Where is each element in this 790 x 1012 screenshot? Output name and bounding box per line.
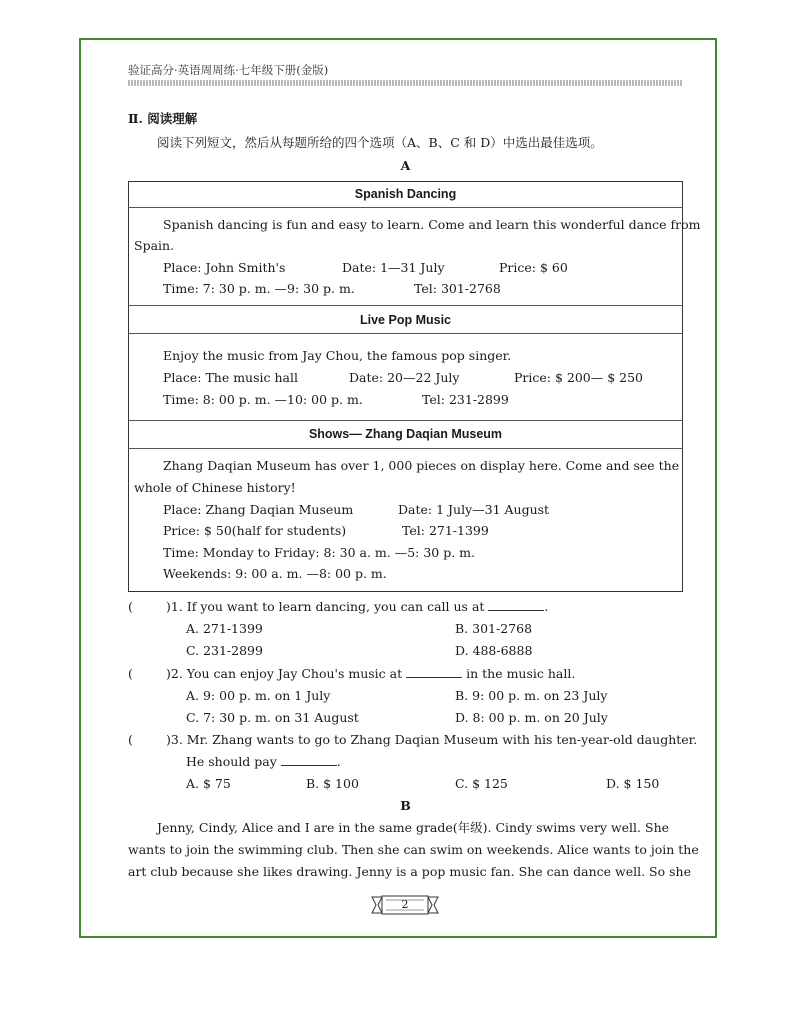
ad1-time: Time: 7: 30 p. m. —9: 30 p. m. — [163, 281, 355, 296]
option-d[interactable]: D. 8: 00 p. m. on 20 July — [455, 710, 608, 725]
page-number: 2 — [401, 898, 409, 911]
answer-paren: ( — [128, 732, 133, 747]
ad-live-pop-music-title: Live Pop Music — [360, 313, 451, 327]
answer-blank[interactable] — [488, 600, 544, 611]
ad-museum-title: Shows— Zhang Daqian Museum — [308, 427, 503, 441]
ad3-price: Price: $ 50(half for students) — [163, 523, 347, 538]
ad1-date: Date: 1—31 July — [342, 260, 445, 275]
ad1-price: Price: $ 60 — [499, 260, 568, 275]
section-instruction: 阅读下列短文，然后从每题所给的四个选项（A、B、C 和 D）中选出最佳选项。 — [157, 135, 603, 150]
option-c[interactable]: C. 7: 30 p. m. on 31 August — [186, 710, 359, 725]
ad1-tel: Tel: 301-2768 — [414, 281, 501, 296]
ad2-tel: Tel: 231-2899 — [422, 392, 509, 407]
ad2-price: Price: $ 200— $ 250 — [514, 370, 644, 385]
passage-b-line3: art club because she likes drawing. Jenny is a pop music fan. She can dance well. So she — [128, 864, 691, 879]
ad3-place: Place: Zhang Daqian Museum — [163, 502, 354, 517]
ad3-tel: Tel: 271-1399 — [402, 523, 489, 538]
passage-a-label: A — [400, 158, 411, 173]
passage-b-line1: Jenny, Cindy, Alice and I are in the same grade(年级). Cindy swims very well. She — [157, 820, 670, 835]
answer-paren: ( — [128, 599, 133, 614]
question-text-line2: He should pay — [186, 754, 277, 769]
option-c[interactable]: C. $ 125 — [455, 776, 508, 791]
ad3-time: Time: Monday to Friday: 8: 30 a. m. —5: 30 p. m. — [163, 545, 476, 560]
option-a[interactable]: A. 271-1399 — [186, 621, 263, 636]
ad1-text-line2: Spain. — [134, 238, 175, 253]
option-d[interactable]: D. 488-6888 — [455, 643, 533, 658]
passage-b-line2: wants to join the swimming club. Then she can swim on weekends. Alice wants to join the — [128, 842, 699, 857]
section-title: Ⅱ. 阅读理解 — [128, 111, 198, 126]
page-number-ribbon — [370, 893, 440, 917]
question-text: )2. You can enjoy Jay Chou's music at — [166, 666, 403, 681]
option-a[interactable]: A. $ 75 — [186, 776, 231, 791]
passage-b-label: B — [400, 798, 411, 813]
question-end: in the music hall. — [466, 666, 576, 681]
option-d[interactable]: D. $ 150 — [606, 776, 660, 791]
option-c[interactable]: C. 231-2899 — [186, 643, 263, 658]
answer-blank[interactable] — [406, 667, 462, 678]
ad3-date: Date: 1 July—31 August — [398, 502, 550, 517]
option-a[interactable]: A. 9: 00 p. m. on 1 July — [186, 688, 331, 703]
header-rule — [128, 80, 682, 86]
option-b[interactable]: B. 9: 00 p. m. on 23 July — [455, 688, 608, 703]
ad-spanish-dancing-title: Spanish Dancing — [354, 187, 457, 201]
running-header: 验证高分·英语周周练·七年级下册(金版) — [128, 63, 329, 77]
answer-blank[interactable] — [281, 755, 337, 766]
ad1-place: Place: John Smith's — [163, 260, 286, 275]
option-b[interactable]: B. 301-2768 — [455, 621, 533, 636]
ad2-text-line1: Enjoy the music from Jay Chou, the famous pop singer. — [163, 348, 512, 363]
question-end: . — [544, 599, 549, 614]
question-text: )1. If you want to learn dancing, you can call us at — [166, 599, 485, 614]
ad2-date: Date: 20—22 July — [349, 370, 460, 385]
ad2-time: Time: 8: 00 p. m. —10: 00 p. m. — [163, 392, 363, 407]
ad1-text-line1: Spanish dancing is fun and easy to learn. Come and learn this wonderful dance from — [163, 217, 701, 232]
answer-paren: ( — [128, 666, 133, 681]
ad3-weekends: Weekends: 9: 00 a. m. —8: 00 p. m. — [163, 566, 387, 581]
question-end: . — [336, 754, 341, 769]
ad3-text-line1: Zhang Daqian Museum has over 1, 000 pieces on display here. Come and see the — [163, 458, 680, 473]
question-text: )3. Mr. Zhang wants to go to Zhang Daqian Museum with his ten-year-old daughter. — [166, 732, 698, 747]
ad2-place: Place: The music hall — [163, 370, 298, 385]
option-b[interactable]: B. $ 100 — [306, 776, 359, 791]
ad3-text-line2: whole of Chinese history! — [134, 480, 296, 495]
